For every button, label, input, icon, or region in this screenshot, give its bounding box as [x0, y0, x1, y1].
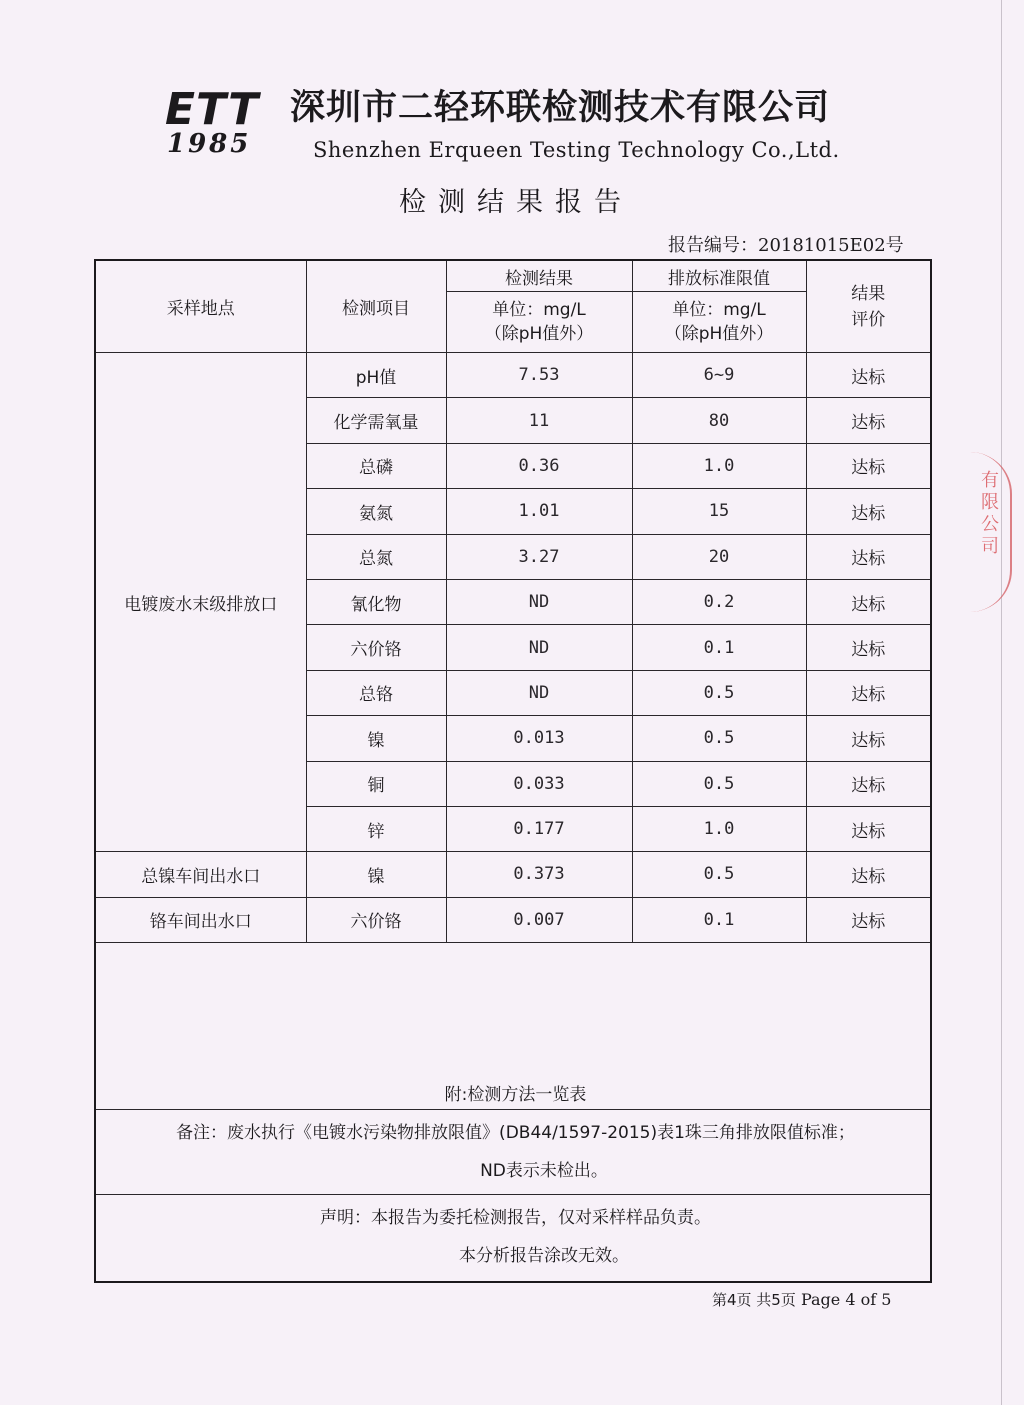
result-value-cell: 0.007	[446, 897, 632, 942]
header-eval-label: 结果评价	[851, 283, 886, 330]
header-row	[95, 260, 931, 292]
limit-value-cell: 20	[632, 534, 806, 579]
test-item-cell: 镍	[306, 716, 446, 761]
test-item-cell: 铜	[306, 761, 446, 806]
sampling-site-cell: 总镍车间出水口	[95, 852, 306, 897]
evaluation-cell: 达标	[806, 806, 931, 851]
table-body	[95, 353, 931, 943]
header-result: 检测结果	[446, 260, 632, 292]
logo-year: 1985	[167, 129, 252, 159]
result-value-cell: 0.373	[446, 852, 632, 897]
evaluation-cell: 达标	[806, 897, 931, 942]
test-item-cell: 六价铬	[306, 897, 446, 942]
result-value-cell: 3.27	[446, 534, 632, 579]
report-number-label: 报告编号：	[668, 235, 758, 256]
evaluation-cell: 达标	[806, 579, 931, 624]
notes-cell	[95, 943, 931, 1110]
result-value-cell: 11	[446, 398, 632, 443]
evaluation-cell: 达标	[806, 852, 931, 897]
company-name-cn: 深圳市二轻环联检测技术有限公司	[290, 88, 831, 128]
page-number-cn: 第4页 共5页	[712, 1291, 796, 1309]
report-number	[668, 231, 904, 257]
remark-line-2: ND表示未检出。	[480, 1161, 608, 1182]
limit-value-cell: 80	[632, 398, 806, 443]
test-item-cell: pH值	[306, 353, 446, 398]
limit-value-cell: 0.1	[632, 897, 806, 942]
header-result-unit	[446, 292, 632, 353]
result-unit: 单位：mg/L	[492, 300, 586, 320]
header-eval	[806, 260, 931, 353]
limit-value-cell: 0.5	[632, 716, 806, 761]
table-row	[95, 353, 931, 398]
result-value-cell: 0.033	[446, 761, 632, 806]
test-item-cell: 六价铬	[306, 625, 446, 670]
report-title: 检测结果报告	[399, 187, 633, 218]
limit-value-cell: 0.2	[632, 579, 806, 624]
table-row	[95, 897, 931, 942]
result-value-cell: 0.177	[446, 806, 632, 851]
blank-area	[96, 943, 930, 1083]
limit-unit: 单位：mg/L	[672, 300, 766, 320]
result-value-cell: 7.53	[446, 353, 632, 398]
sampling-site-cell: 电镀废水末级排放口	[95, 353, 306, 852]
evaluation-cell: 达标	[806, 625, 931, 670]
notes-row	[95, 943, 931, 1110]
table-row	[95, 852, 931, 897]
limit-value-cell: 0.5	[632, 761, 806, 806]
result-value-cell: 1.01	[446, 489, 632, 534]
statement-row	[95, 1195, 931, 1283]
evaluation-cell: 达标	[806, 670, 931, 715]
header-site: 采样地点	[95, 260, 306, 353]
test-item-cell: 总铬	[306, 670, 446, 715]
statement-line-2: 本分析报告涂改无效。	[459, 1246, 629, 1267]
result-value-cell: ND	[446, 579, 632, 624]
test-item-cell: 化学需氧量	[306, 398, 446, 443]
test-item-cell: 镍	[306, 852, 446, 897]
test-item-cell: 总氮	[306, 534, 446, 579]
company-name-en: Shenzhen Erqueen Testing Technology Co.,Ltd.	[313, 138, 840, 162]
evaluation-cell: 达标	[806, 443, 931, 488]
company-logo	[165, 84, 280, 159]
header-limit: 排放标准限值	[632, 260, 806, 292]
statement-cell	[95, 1195, 931, 1283]
result-value-cell: ND	[446, 670, 632, 715]
evaluation-cell: 达标	[806, 716, 931, 761]
remark-cell	[95, 1110, 931, 1195]
sampling-site-cell: 铬车间出水口	[95, 897, 306, 942]
evaluation-cell: 达标	[806, 534, 931, 579]
limit-value-cell: 0.5	[632, 670, 806, 715]
seal-stamp-text: 有限公司	[978, 470, 999, 558]
evaluation-cell: 达标	[806, 353, 931, 398]
result-value-cell: 0.013	[446, 716, 632, 761]
report-number-value: 20181015E02	[758, 235, 886, 256]
result-note: （除pH值外）	[484, 324, 594, 344]
result-value-cell: ND	[446, 625, 632, 670]
statement-line-1: 声明：本报告为委托检测报告，仅对采样样品负责。	[320, 1208, 711, 1229]
evaluation-cell: 达标	[806, 398, 931, 443]
limit-value-cell: 1.0	[632, 443, 806, 488]
logo-mark: ETT	[165, 84, 260, 135]
limit-value-cell: 15	[632, 489, 806, 534]
evaluation-cell: 达标	[806, 489, 931, 534]
evaluation-cell: 达标	[806, 761, 931, 806]
limit-note: （除pH值外）	[664, 324, 774, 344]
limit-value-cell: 0.1	[632, 625, 806, 670]
header-item: 检测项目	[306, 260, 446, 353]
remark-line-1: 备注：废水执行《电镀水污染物排放限值》(DB44/1597-2015)表1珠三角排放限值标准；	[176, 1123, 855, 1144]
result-value-cell: 0.36	[446, 443, 632, 488]
test-item-cell: 总磷	[306, 443, 446, 488]
page-footer	[712, 1289, 891, 1310]
test-item-cell: 锌	[306, 806, 446, 851]
page-number-en: Page 4 of 5	[800, 1290, 892, 1309]
attachment-note: 附:检测方法一览表	[444, 1085, 587, 1106]
remark-row	[95, 1110, 931, 1195]
test-item-cell: 氨氮	[306, 489, 446, 534]
limit-value-cell: 0.5	[632, 852, 806, 897]
report-number-suffix: 号	[885, 235, 904, 256]
results-table	[94, 259, 932, 1283]
test-item-cell: 氰化物	[306, 579, 446, 624]
limit-value-cell: 1.0	[632, 806, 806, 851]
limit-value-cell: 6~9	[632, 353, 806, 398]
header-limit-unit	[632, 292, 806, 353]
